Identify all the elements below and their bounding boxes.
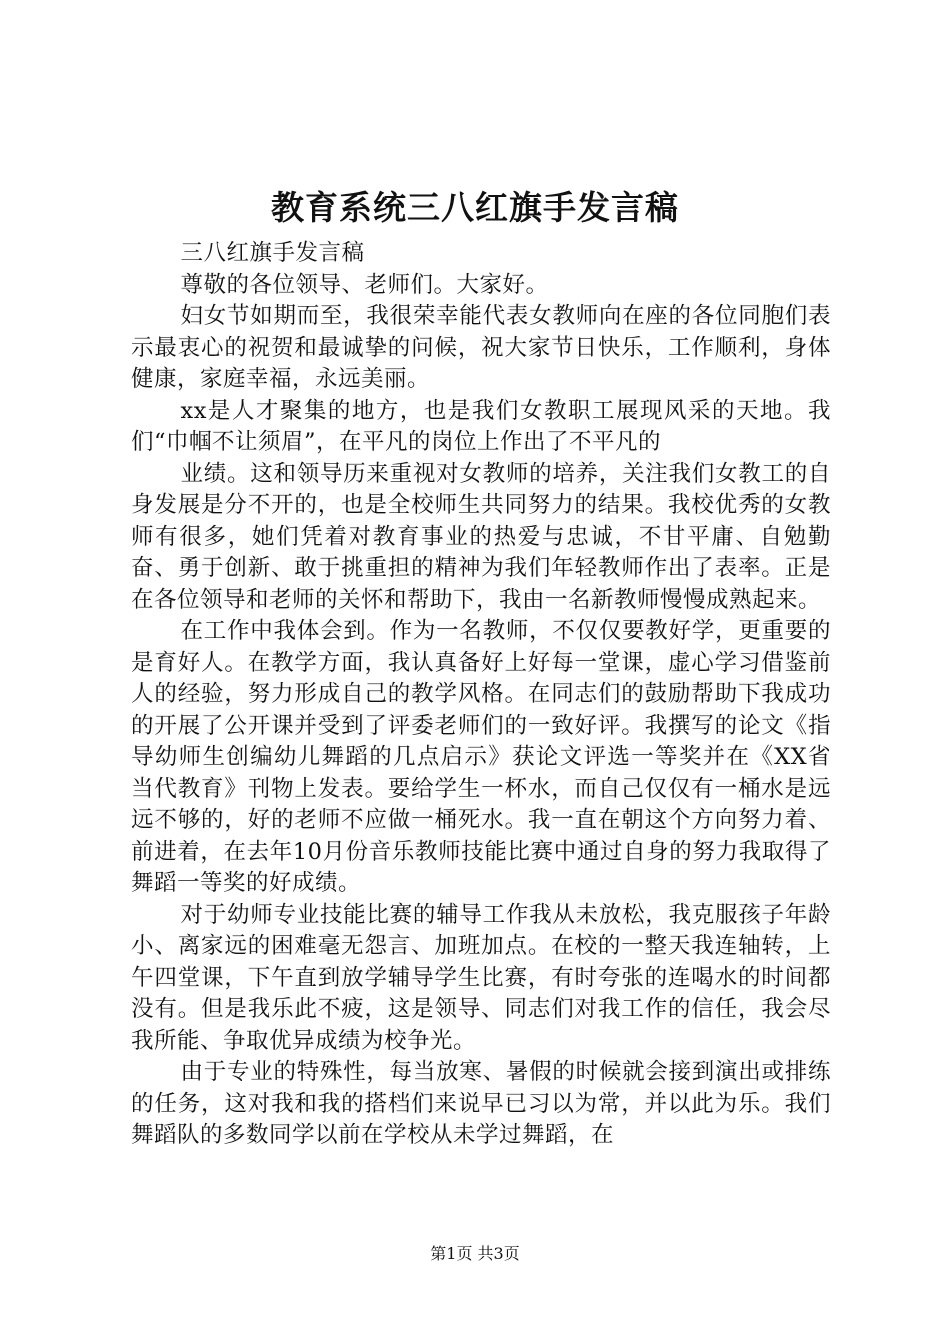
- paragraph-6: 由于专业的特殊性，每当放寒、暑假的时候就会接到演出或排练的任务，这对我和我的搭档们来说早已习以为常，并以此为乐。我们舞蹈队的多数同学以前在学校从未学过舞蹈，在: [131, 1059, 831, 1148]
- paragraph-1: 妇女节如期而至，我很荣幸能代表女教师向在座的各位同胞们表示最衷心的祝贺和最诚挚的问候，祝大家节日快乐，工作顺利，身体健康，家庭幸福，永远美丽。: [131, 303, 831, 392]
- paragraph-greeting: 尊敬的各位领导、老师们。大家好。: [180, 271, 549, 298]
- paragraph-3: 业绩。这和领导历来重视对女教师的培养，关注我们女教工的自身发展是分不开的，也是全校师生共同努力的结果。我校优秀的女教师有很多，她们凭着对教育事业的热爱与忠诚，不甘平庸、自勉勤奋、勇于创新、敢于挑重担的精神为我们年轻教师作出了表率。正是在各位领导和老师的关怀和帮助下，我由一名新教师慢慢成熟起来。: [131, 460, 831, 613]
- paragraph-2: xx是人才聚集的地方，也是我们女教职工展现风采的天地。我们“巾帼不让须眉”，在平凡的岗位上作出了不平凡的: [131, 397, 831, 455]
- page-number-footer: 第1页 共3页: [430, 1244, 520, 1263]
- document-body: [131, 238, 831, 1152]
- document-title: 教育系统三八红旗手发言稿: [271, 188, 679, 227]
- paragraph-subtitle: 三八红旗手发言稿: [180, 240, 365, 266]
- paragraph-5: 对于幼师专业技能比赛的辅导工作我从未放松，我克服孩子年龄小、离家远的困难毫无怨言、加班加点。在校的一整天我连轴转，上午四堂课，下午直到放学辅导学生比赛，有时夸张的连喝水的时间都没有。但是我乐此不疲，这是领导、同志们对我工作的信任，我会尽我所能、争取优异成绩为校争光。: [131, 901, 831, 1054]
- paragraph-4: 在工作中我体会到。作为一名教师，不仅仅要教好学，更重要的是育好人。在教学方面，我认真备好上好每一堂课，虚心学习借鉴前人的经验，努力形成自己的教学风格。在同志们的鼓励帮助下我成功的开展了公开课并受到了评委老师们的一致好评。我撰写的论文《指导幼师生创编幼儿舞蹈的几点启示》获论文评选一等奖并在《XX省当代教育》刊物上发表。要给学生一杯水，而自己仅仅有一桶水是远远不够的，好的老师不应做一桶死水。我一直在朝这个方向努力着、前进着，在去年10月份音乐教师技能比赛中通过自身的努力我取得了舞蹈一等奖的好成绩。: [131, 618, 831, 896]
